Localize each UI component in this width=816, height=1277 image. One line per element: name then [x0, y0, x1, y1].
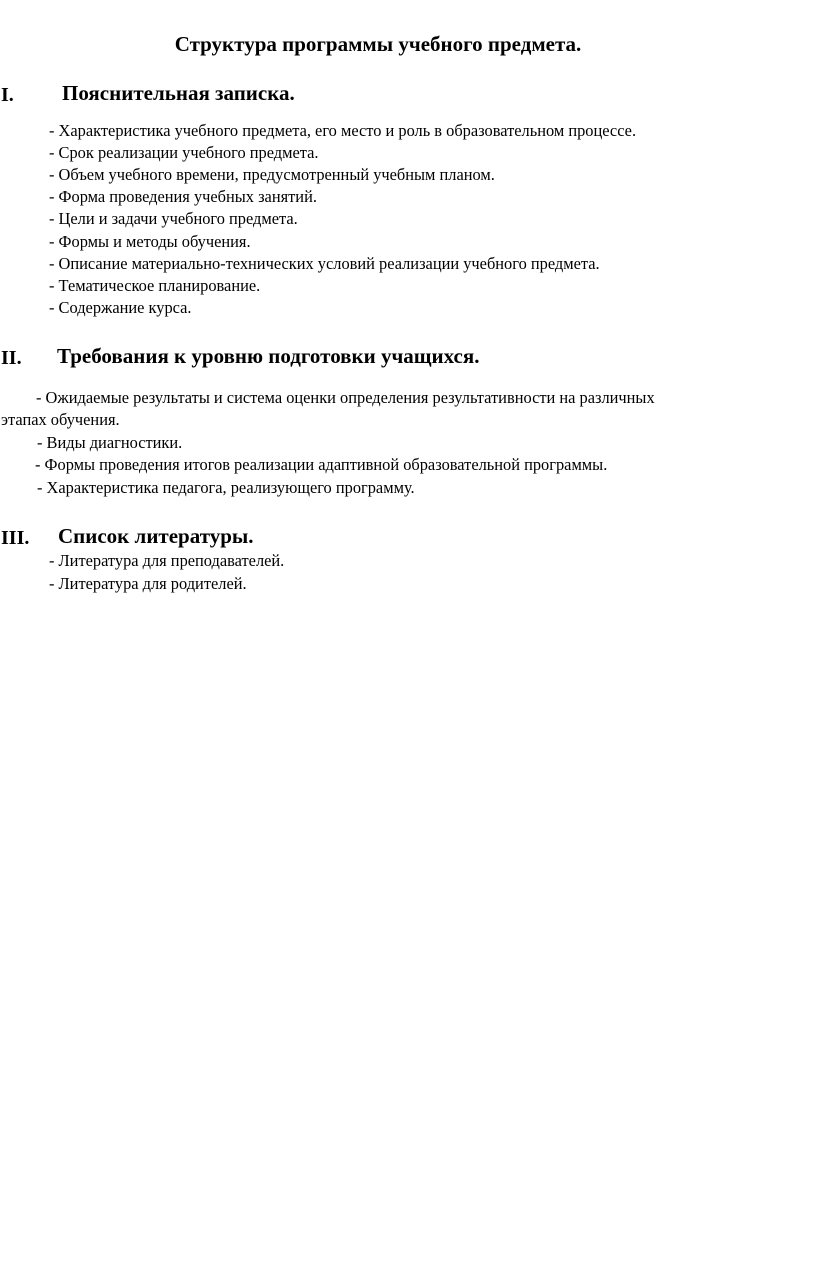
section-3-item: - Литература для преподавателей.: [49, 551, 285, 570]
section-2-item: - Характеристика педагога, реализующего программу.: [37, 478, 415, 497]
section-1-item: - Цели и задачи учебного предмета.: [49, 209, 298, 228]
section-1-item: - Срок реализации учебного предмета.: [49, 143, 319, 162]
section-1-item: - Тематическое планирование.: [49, 276, 261, 295]
document-title: Структура программы учебного предмета.: [174, 32, 582, 56]
section-1-item: - Характеристика учебного предмета, его место и роль в образовательном процессе.: [49, 121, 637, 140]
section-3-item: - Литература для родителей.: [49, 574, 247, 593]
section-3-title: Список литературы.: [58, 524, 254, 548]
section-1-item: - Формы и методы обучения.: [49, 232, 251, 251]
section-2-item: - Ожидаемые результаты и система оценки определения результативности на различных: [36, 388, 655, 407]
section-2-item: - Виды диагностики.: [37, 433, 183, 452]
section-2-number: II.: [1, 347, 22, 369]
section-1-item: - Форма проведения учебных занятий.: [49, 187, 317, 206]
section-1-number: I.: [1, 84, 14, 106]
section-3-number: III.: [1, 527, 30, 549]
section-2-item-continuation: этапах обучения.: [1, 410, 120, 429]
section-2-item: - Формы проведения итогов реализации адаптивной образовательной программы.: [35, 455, 608, 474]
section-2-title: Требования к уровню подготовки учащихся.: [57, 344, 480, 368]
section-1-title: Пояснительная записка.: [62, 81, 295, 105]
section-1-item: - Содержание курса.: [49, 298, 192, 317]
section-1-item: - Описание материально-технических условий реализации учебного предмета.: [49, 254, 600, 273]
section-1-item: - Объем учебного времени, предусмотренный учебным планом.: [49, 165, 495, 184]
